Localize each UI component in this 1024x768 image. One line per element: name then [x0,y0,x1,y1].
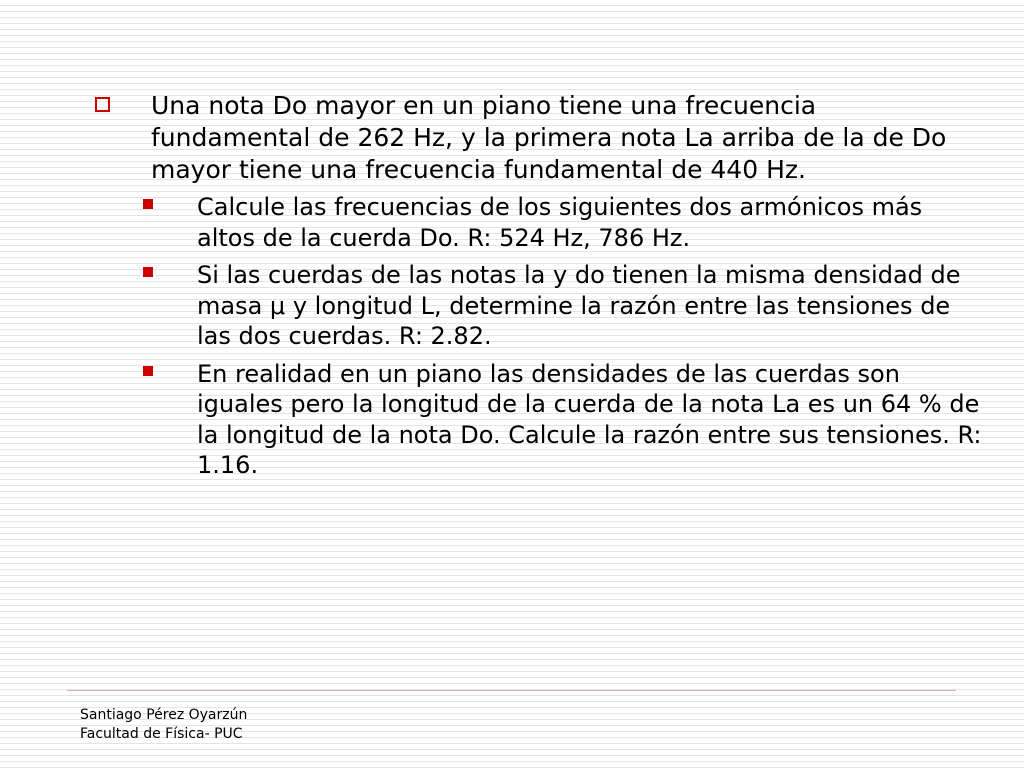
filled-square-bullet-icon [143,267,153,277]
main-bullet-item [151,90,981,186]
main-bullet-text: Una nota Do mayor en un piano tiene una frecuencia fundamental de 262 Hz, y la primera nota La arriba de la de Do mayor tiene una frecuencia fundamental de 440 Hz. [151,91,947,184]
filled-square-bullet-icon [143,199,153,209]
hollow-square-bullet-icon [95,97,110,112]
sub-bullet-text: Si las cuerdas de las notas la y do tienen la misma densidad de masa μ y longitud L, determine la razón entre las tensiones de las dos cuerdas. R: 2.82. [197,261,961,350]
sub-bullet-item [197,359,987,481]
slide-content [0,90,1024,488]
sub-bullet-text: En realidad en un piano las densidades de las cuerdas son iguales pero la longitud de la cuerda de la nota La es un 64 % de la longitud de la nota Do. Calcule la razón entre sus tensiones. R: 1.16. [197,359,982,479]
sub-bullet-item [197,192,987,253]
footer-institution: Facultad de Física- PUC [80,726,243,742]
sub-bullet-list [0,192,1024,481]
footer [80,706,247,744]
footer-author: Santiago Pérez Oyarzún [80,707,248,723]
sub-bullet-item [197,260,987,352]
footer-divider [67,690,956,691]
sub-bullet-text: Calcule las frecuencias de los siguientes dos armónicos más altos de la cuerda Do. R: 524 Hz, 786 Hz. [197,193,923,252]
filled-square-bullet-icon [143,366,153,376]
